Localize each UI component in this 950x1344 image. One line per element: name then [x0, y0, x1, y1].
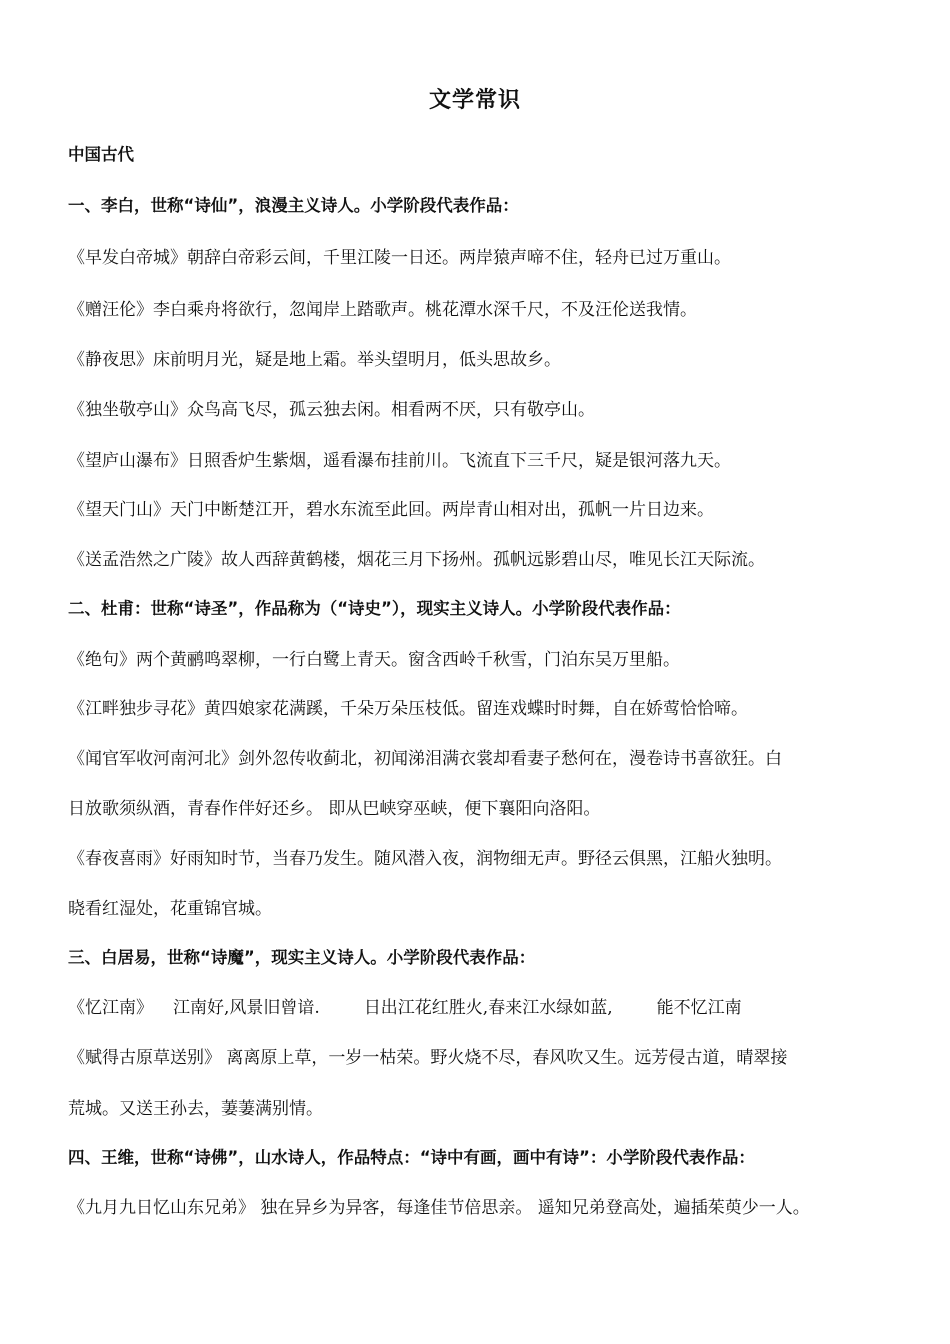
page-title: 文学常识	[428, 88, 521, 113]
poet-heading-du-fu: 二、杜甫：世称“诗圣”，作品称为（“诗史”），现实主义诗人。小学阶段代表作品：	[68, 599, 681, 618]
poem-line: 《江畔独步寻花》黄四娘家花满蹊，千朵万朵压枝低。留连戏蝶时时舞，自在娇莺恰恰啼。	[68, 699, 748, 719]
poem-line: 《闻官军收河南河北》剑外忽传收蓟北，初闻涕泪满衣裳却看妻子愁何在，漫卷诗书喜欲狂。白	[68, 749, 782, 769]
poet-heading-wang-wei: 四、王维，世称“诗佛”，山水诗人，作品特点：“诗中有画，画中有诗”：小学阶段代表作品：	[68, 1148, 755, 1167]
poem-line: 荒城。又送王孙去，萋萋满别情。	[68, 1099, 323, 1119]
poem-line-yi-jiangnan	[68, 996, 928, 1020]
poem-verse: 江南好,风景旧曾谙.	[173, 998, 320, 1018]
poet-heading-li-bai: 一、李白，世称“诗仙”，浪漫主义诗人。小学阶段代表作品：	[68, 196, 519, 215]
poem-line: 《绝句》两个黄鹂鸣翠柳，一行白鹭上青天。窗含西岭千秋雪，门泊东吴万里船。	[68, 650, 680, 670]
poem-line: 《送孟浩然之广陵》故人西辞黄鹤楼，烟花三月下扬州。孤帆远影碧山尽，唯见长江天际流。	[68, 550, 765, 570]
poem-line: 《九月九日忆山东兄弟》 独在异乡为异客，每逢佳节倍思亲。 遥知兄弟登高处，遍插茱萸少一人。	[68, 1198, 810, 1218]
poem-line: 日放歌须纵酒，青春作伴好还乡。 即从巴峡穿巫峡，便下襄阳向洛阳。	[68, 799, 601, 819]
poem-verse: 能不忆江南	[656, 998, 742, 1018]
poem-line: 《独坐敬亭山》众鸟高飞尽，孤云独去闲。相看两不厌，只有敬亭山。	[68, 400, 595, 420]
poem-line: 《赋得古原草送别》 离离原上草，一岁一枯荣。野火烧不尽，春风吹又生。远芳侵古道，晴翠接	[68, 1048, 788, 1068]
poem-line: 晓看红湿处，花重锦官城。	[68, 899, 272, 919]
poem-line: 《赠汪伦》李白乘舟将欲行，忽闻岸上踏歌声。桃花潭水深千尺，不及汪伦送我情。	[68, 300, 697, 320]
poem-line: 《早发白帝城》朝辞白帝彩云间，千里江陵一日还。两岸猿声啼不住，轻舟已过万重山。	[68, 248, 731, 268]
poem-verse: 日出江花红胜火,春来江水绿如蓝,	[363, 998, 613, 1018]
poem-line: 《春夜喜雨》好雨知时节，当春乃发生。随风潜入夜，润物细无声。野径云俱黑，江船火独明。	[68, 849, 782, 869]
poem-title: 《忆江南》	[68, 998, 153, 1018]
poem-line: 《静夜思》床前明月光，疑是地上霜。举头望明月，低头思故乡。	[68, 350, 561, 370]
poem-line: 《望天门山》天门中断楚江开，碧水东流至此回。两岸青山相对出，孤帆一片日边来。	[68, 500, 714, 520]
poem-line: 《望庐山瀑布》日照香炉生紫烟，遥看瀑布挂前川。飞流直下三千尺，疑是银河落九天。	[68, 451, 731, 471]
poet-heading-bai-juyi: 三、白居易，世称“诗魔”，现实主义诗人。小学阶段代表作品：	[68, 948, 536, 967]
section-heading: 中国古代	[68, 145, 134, 164]
